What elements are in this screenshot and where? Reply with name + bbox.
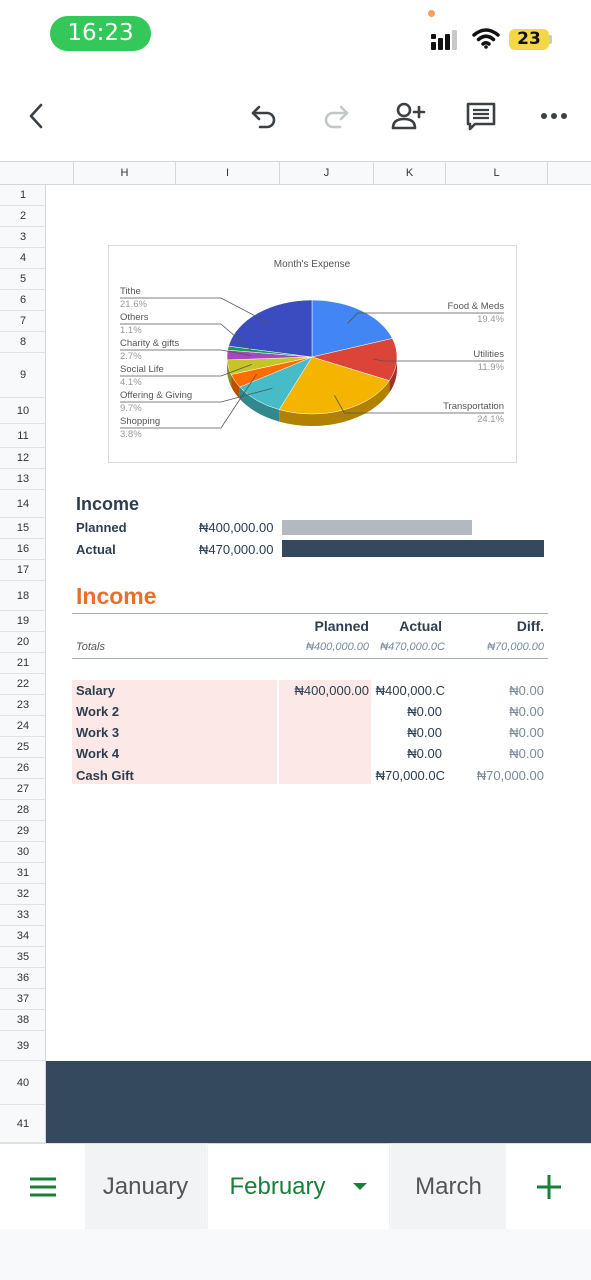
actual-header: Actual bbox=[399, 618, 442, 634]
header-divider bbox=[72, 613, 548, 614]
income-table-title: Income bbox=[76, 583, 157, 609]
row-number[interactable]: 40 bbox=[0, 1061, 46, 1105]
undo-icon bbox=[250, 103, 278, 129]
row-number[interactable]: 21 bbox=[0, 653, 46, 674]
status-time: 16:23 bbox=[50, 16, 151, 51]
column-header[interactable]: I bbox=[175, 162, 279, 185]
pie-value-label: 2.7% bbox=[120, 351, 142, 362]
row-number[interactable]: 7 bbox=[0, 311, 46, 332]
cash-gift-actual[interactable]: ₦70,000.0C bbox=[375, 768, 445, 783]
work2-diff[interactable]: ₦0.00 bbox=[509, 704, 544, 719]
comment-icon bbox=[465, 101, 497, 131]
pie-label: Shopping bbox=[120, 416, 161, 427]
row-number[interactable]: 37 bbox=[0, 989, 46, 1010]
pie-label: Utilities bbox=[473, 349, 504, 360]
column-header-row bbox=[0, 161, 591, 185]
row-number[interactable]: 8 bbox=[0, 332, 46, 353]
row-number[interactable]: 2 bbox=[0, 206, 46, 227]
row-number[interactable]: 4 bbox=[0, 248, 46, 269]
planned-header: Planned bbox=[314, 618, 369, 634]
row-number[interactable]: 34 bbox=[0, 926, 46, 947]
row-number[interactable]: 33 bbox=[0, 905, 46, 926]
tab-march[interactable] bbox=[391, 1144, 506, 1230]
row-label-work4[interactable]: Work 4 bbox=[76, 746, 120, 761]
row-number[interactable]: 15 bbox=[0, 518, 46, 539]
row-number[interactable]: 14 bbox=[0, 490, 46, 518]
planned-income-bar bbox=[282, 520, 472, 535]
row-number[interactable]: 38 bbox=[0, 1010, 46, 1031]
row-number[interactable]: 6 bbox=[0, 290, 46, 311]
row-number[interactable]: 9 bbox=[0, 353, 46, 398]
row-number[interactable]: 17 bbox=[0, 560, 46, 581]
tab-january-label: January bbox=[102, 1173, 189, 1200]
pie-label: Tithe bbox=[120, 286, 141, 297]
income-summary-title: Income bbox=[76, 494, 140, 514]
row-number[interactable]: 31 bbox=[0, 863, 46, 884]
row-number[interactable]: 32 bbox=[0, 884, 46, 905]
column-header[interactable]: H bbox=[73, 162, 175, 185]
pie-value-label: 4.1% bbox=[120, 377, 142, 388]
salary-planned[interactable]: ₦400,000.00 bbox=[294, 683, 369, 698]
redo-icon bbox=[322, 103, 350, 129]
back-icon bbox=[26, 102, 46, 130]
battery-level: 23 bbox=[509, 29, 549, 50]
menu-icon bbox=[28, 1176, 58, 1198]
select-all-corner[interactable] bbox=[0, 162, 46, 185]
row-number[interactable]: 26 bbox=[0, 758, 46, 779]
row-number[interactable]: 19 bbox=[0, 611, 46, 632]
row-number[interactable]: 22 bbox=[0, 674, 46, 695]
sheets-menu-button[interactable] bbox=[0, 1144, 85, 1230]
undo-button[interactable] bbox=[246, 98, 282, 134]
tab-february-label: February bbox=[229, 1173, 326, 1200]
work3-diff[interactable]: ₦0.00 bbox=[509, 725, 544, 740]
row-number[interactable]: 5 bbox=[0, 269, 46, 290]
tab-march-label: March bbox=[415, 1173, 482, 1200]
pie-label: Others bbox=[120, 312, 149, 323]
row-number[interactable]: 36 bbox=[0, 968, 46, 989]
privacy-indicator-dot bbox=[428, 10, 435, 17]
row-number[interactable]: 16 bbox=[0, 539, 46, 560]
totals-actual: ₦470,000.0C bbox=[380, 641, 445, 653]
share-button[interactable] bbox=[390, 98, 426, 134]
row-number[interactable]: 30 bbox=[0, 842, 46, 863]
row-number[interactable]: 23 bbox=[0, 695, 46, 716]
totals-diff: ₦70,000.00 bbox=[487, 641, 544, 653]
pie-label: Offering & Giving bbox=[120, 390, 193, 401]
work2-actual[interactable]: ₦0.00 bbox=[407, 704, 442, 719]
actual-amount: ₦470,000.00 bbox=[199, 542, 274, 557]
row-label-salary[interactable]: Salary bbox=[76, 683, 116, 698]
row-number[interactable]: 12 bbox=[0, 448, 46, 469]
row-label-work3[interactable]: Work 3 bbox=[76, 725, 120, 740]
work4-diff[interactable]: ₦0.00 bbox=[509, 746, 544, 761]
pie-label: Transportation bbox=[443, 401, 504, 412]
row-number[interactable]: 1 bbox=[0, 185, 46, 206]
chart-title: Month's Expense bbox=[273, 259, 351, 270]
actual-income-bar bbox=[282, 540, 544, 557]
row-label-work2[interactable]: Work 2 bbox=[76, 704, 120, 719]
row-number[interactable]: 27 bbox=[0, 779, 46, 800]
row-label-cash-gift[interactable]: Cash Gift bbox=[76, 768, 134, 783]
column-header[interactable]: K bbox=[373, 162, 445, 185]
expense-pie-chart[interactable] bbox=[108, 245, 517, 463]
row-number[interactable]: 13 bbox=[0, 469, 46, 490]
tab-february[interactable] bbox=[208, 1144, 389, 1230]
work4-actual[interactable]: ₦0.00 bbox=[407, 746, 442, 761]
add-sheet-button[interactable] bbox=[506, 1144, 591, 1230]
work3-actual[interactable]: ₦0.00 bbox=[407, 725, 442, 740]
pie-value-label: 11.9% bbox=[477, 362, 504, 373]
tab-january[interactable] bbox=[85, 1144, 206, 1230]
totals-label: Totals bbox=[76, 641, 105, 653]
diff-header: Diff. bbox=[516, 618, 544, 634]
totals-planned: ₦400,000.00 bbox=[306, 641, 369, 653]
row-number[interactable]: 41 bbox=[0, 1105, 46, 1143]
salary-diff[interactable]: ₦0.00 bbox=[509, 683, 544, 698]
more-icon bbox=[540, 112, 568, 120]
column-header[interactable] bbox=[547, 162, 591, 185]
redo-button[interactable] bbox=[318, 98, 354, 134]
pie-value-label: 21.6% bbox=[120, 299, 147, 310]
signal-icon bbox=[431, 30, 463, 50]
row-number[interactable]: 18 bbox=[0, 581, 46, 611]
planned-amount: ₦400,000.00 bbox=[199, 520, 274, 535]
battery-tip bbox=[549, 35, 552, 44]
row-number[interactable]: 25 bbox=[0, 737, 46, 758]
totals-divider bbox=[72, 658, 548, 659]
pie-value-label: 24.1% bbox=[477, 414, 504, 425]
sheet-tab-bar bbox=[0, 1143, 591, 1229]
pie-label: Social Life bbox=[120, 364, 164, 375]
planned-label: Planned bbox=[76, 520, 127, 535]
bottom-safe-area bbox=[0, 1229, 591, 1280]
add-person-icon bbox=[390, 101, 426, 131]
row-number[interactable]: 35 bbox=[0, 947, 46, 968]
row-number[interactable]: 20 bbox=[0, 632, 46, 653]
pie-value-label: 19.4% bbox=[477, 314, 504, 325]
row-number[interactable]: 10 bbox=[0, 398, 46, 424]
back-button[interactable] bbox=[18, 98, 54, 134]
row-number[interactable]: 24 bbox=[0, 716, 46, 737]
comment-button[interactable] bbox=[463, 98, 499, 134]
column-header[interactable]: J bbox=[279, 162, 373, 185]
row-header-column bbox=[0, 185, 46, 1143]
pie-label: Charity & gifts bbox=[120, 338, 180, 349]
pie-value-label: 3.8% bbox=[120, 429, 142, 440]
add-icon bbox=[535, 1173, 563, 1201]
pie-label: Food & Meds bbox=[447, 301, 504, 312]
row-number[interactable]: 39 bbox=[0, 1031, 46, 1061]
pie-value-label: 9.7% bbox=[120, 403, 142, 414]
caret-down-icon[interactable] bbox=[352, 1182, 368, 1192]
dark-footer-band bbox=[46, 1061, 591, 1143]
row-number[interactable]: 3 bbox=[0, 227, 46, 248]
row-number[interactable]: 29 bbox=[0, 821, 46, 842]
column-header[interactable]: L bbox=[445, 162, 547, 185]
pie-value-label: 1.1% bbox=[120, 325, 142, 336]
actual-label: Actual bbox=[76, 542, 116, 557]
salary-actual[interactable]: ₦400,000.C bbox=[375, 683, 445, 698]
more-button[interactable] bbox=[536, 98, 572, 134]
row-number[interactable]: 11 bbox=[0, 424, 46, 448]
row-number[interactable]: 28 bbox=[0, 800, 46, 821]
cash-gift-diff[interactable]: ₦70,000.00 bbox=[476, 768, 544, 783]
wifi-icon bbox=[472, 27, 500, 49]
